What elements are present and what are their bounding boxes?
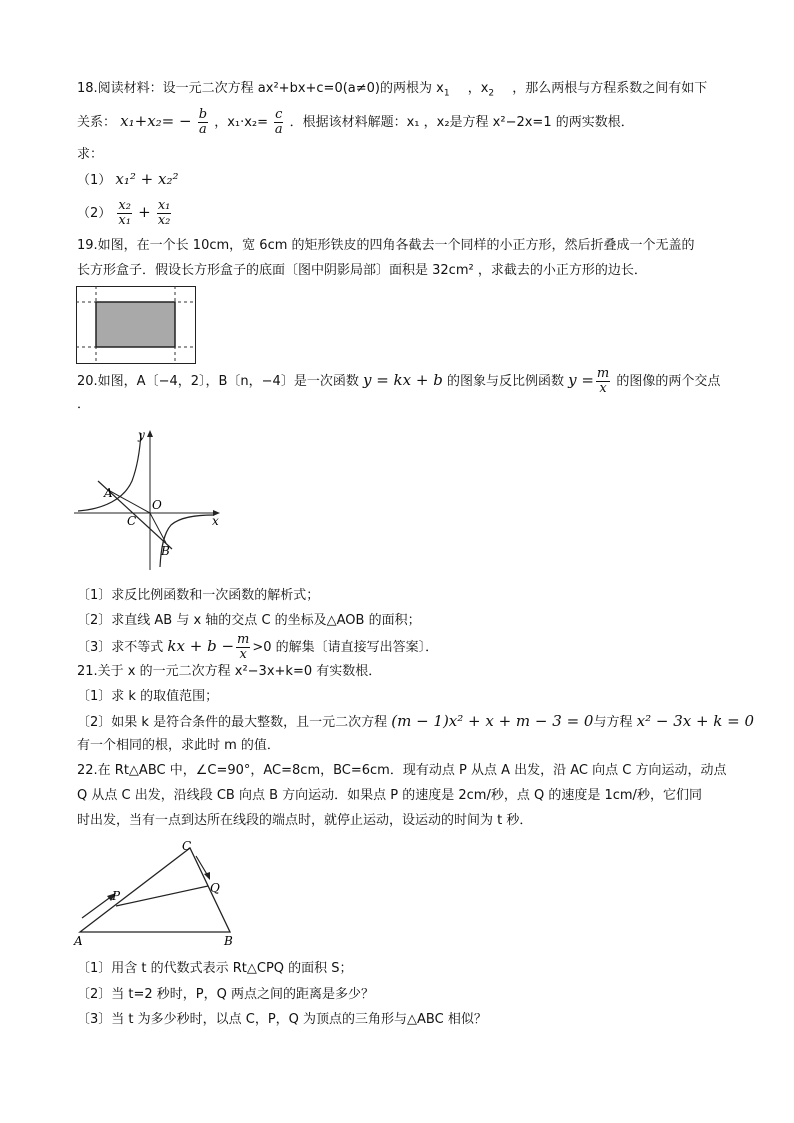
q20-line1 <box>77 366 720 396</box>
q21-part2 <box>77 710 754 734</box>
q18-frac-b-num: b <box>198 107 208 122</box>
q18-line1-c: ，那么两根与方程系数之间有如下 <box>512 81 708 96</box>
q20-y-axis-arrow <box>147 430 153 437</box>
q18-part2-frac2 <box>157 199 172 228</box>
q22-line3: 时出发，当有一点到达所在线段的端点时，就停止运动，设运动的时间为 t 秒． <box>77 813 533 828</box>
q20-inverse-y: y = <box>568 371 594 389</box>
q20-inverse-num: m <box>596 366 610 381</box>
q18-part2 <box>77 196 173 230</box>
q20-label-x: x <box>212 514 219 528</box>
q22-triangle-abc <box>80 848 230 932</box>
q20-segment-ob <box>150 513 166 543</box>
q19-rectangle-figure <box>76 286 196 364</box>
q20-label-a: A <box>104 486 113 500</box>
q18-line2-a: 关系： <box>77 115 117 130</box>
q20-part3-den: x <box>239 647 247 662</box>
q18-part1 <box>77 170 179 190</box>
q22-label-q: Q <box>210 881 220 895</box>
q18-sub2: 2 <box>488 88 495 99</box>
q19-shaded-base <box>96 302 175 347</box>
q18-part2-plus: + <box>138 203 151 221</box>
q21-part2-a: 〔2〕如果 k 是符合条件的最大整数，且一元二次方程 <box>77 715 388 730</box>
q20-part2: 〔2〕求直线 AB 与 x 轴的交点 C 的坐标及△AOB 的面积； <box>77 613 421 628</box>
q20-inverse-den: x <box>599 381 607 396</box>
q18-line1-a: 18.阅读材料：设一元二次方程 ax²+bx+c=0(a≠0)的两根为 x <box>77 81 444 96</box>
q18-frac-b-den: a <box>199 122 207 137</box>
q20-part3 <box>77 632 438 662</box>
q19-line1: 19.如图，在一个长 10cm，宽 6cm 的矩形铁皮的四角各截去一个同样的小正方形，然后折叠成一个无盖的 <box>77 238 695 253</box>
q20-part3-expr: kx + b − <box>167 637 235 655</box>
q20-label-o: O <box>152 498 162 512</box>
q21-part2-eq1: (m − 1)x² + x + m − 3 = 0 <box>391 712 594 730</box>
q18-sub1: 1 <box>443 88 450 99</box>
q20-label-c: C <box>127 514 137 528</box>
q20-line1-b: 的图象与反比例函数 <box>446 374 564 389</box>
q20-line1-a: 20.如图，A〔−4，2〕，B〔n，−4〕是一次函数 <box>77 374 359 389</box>
q20-function-graph <box>74 425 224 570</box>
q20-part3-num: m <box>237 632 250 647</box>
q18-part2-frac2-den: x₂ <box>157 213 171 228</box>
q22-line2: Q 从点 C 出发，沿线段 CB 向点 B 方向运动．如果点 P 的速度是 2cm/秒，点 Q 的速度是 1cm/秒，它们同 <box>77 788 702 803</box>
q21-part2-b: 与方程 <box>593 715 633 730</box>
q18-line2 <box>77 106 634 138</box>
q20-part3-a: 〔3〕求不等式 <box>77 640 164 655</box>
q20-hyperbola-lower-right <box>160 515 214 567</box>
q22-part3: 〔3〕当 t 为多少秒时，以点 C，P，Q 为顶点的三角形与△ABC 相似？ <box>77 1012 487 1027</box>
q22-line1: 22.在 Rt△ABC 中，∠C=90°，AC=8cm，BC=6cm．现有动点 P 从点 A 出发，沿 AC 向点 C 方向运动，动点 <box>77 763 727 778</box>
q22-label-b: B <box>224 934 233 948</box>
q18-line1-b: ，x <box>467 81 489 96</box>
q20-linear-expr: y = kx + b <box>362 371 443 389</box>
q18-part2-frac1-den: x₁ <box>118 213 131 228</box>
q18-part1-expr: x₁² + x₂² <box>115 170 179 188</box>
q22-label-p: P <box>112 889 121 903</box>
q22-part2: 〔2〕当 t=2 秒时，P，Q 两点之间的距离是多少？ <box>77 987 375 1002</box>
q20-part3-b: >0 的解集〔请直接写出答案〕． <box>252 640 439 655</box>
q18-part2-frac1-num: x₂ <box>118 198 131 213</box>
q18-frac-c-den: a <box>274 122 283 137</box>
q18-part2-frac2-num: x₁ <box>157 198 171 213</box>
q20-inverse-frac <box>596 367 610 396</box>
q22-label-a: A <box>74 934 83 948</box>
q18-frac-c <box>274 108 283 137</box>
q19-line2: 长方形盒子．假设长方形盒子的底面〔图中阴影局部〕面积是 32cm² ，求截去的小正方形的边长． <box>77 263 647 278</box>
q18-prod-expr: ，x₁·x₂= <box>214 115 269 130</box>
q22-segment-pq <box>116 886 208 906</box>
q18-part2-frac1 <box>117 199 132 228</box>
q22-arrow-p-line <box>82 896 112 918</box>
q18-sum-expr: x₁+x₂= − <box>120 112 192 130</box>
q18-line2-b: ．根据该材料解题：x₁ ，x₂是方程 x²−2x=1 的两实数根． <box>289 115 634 130</box>
q21-part2-eq2: x² − 3x + k = 0 <box>636 712 755 730</box>
q20-line1-c: 的图像的两个交点 <box>616 374 721 389</box>
q21-line1: 21.关于 x 的一元二次方程 x²−3x+k=0 有实数根． <box>77 664 382 679</box>
q18-frac-b <box>198 108 208 137</box>
q20-label-y: y <box>138 428 145 442</box>
q18-frac-c-num: c <box>275 107 283 122</box>
q18-part1-label: （1） <box>77 173 112 188</box>
q22-label-c: C <box>182 839 192 853</box>
q22-triangle-figure <box>72 838 242 948</box>
q20-part3-frac <box>236 633 250 662</box>
q18-line1 <box>77 80 707 103</box>
q18-part2-label: （2） <box>77 206 112 221</box>
q20-label-b: B <box>161 544 170 558</box>
q20-part1: 〔1〕求反比例函数和一次函数的解析式； <box>77 588 320 603</box>
q20-line2: ． <box>77 397 91 412</box>
q21-part1: 〔1〕求 k 的取值范围； <box>77 689 219 704</box>
q22-part1: 〔1〕用含 t 的代数式表示 Rt△CPQ 的面积 S； <box>77 961 353 976</box>
q21-part2-c: 有一个相同的根，求此时 m 的值． <box>77 738 280 753</box>
q18-ask: 求： <box>77 147 104 162</box>
